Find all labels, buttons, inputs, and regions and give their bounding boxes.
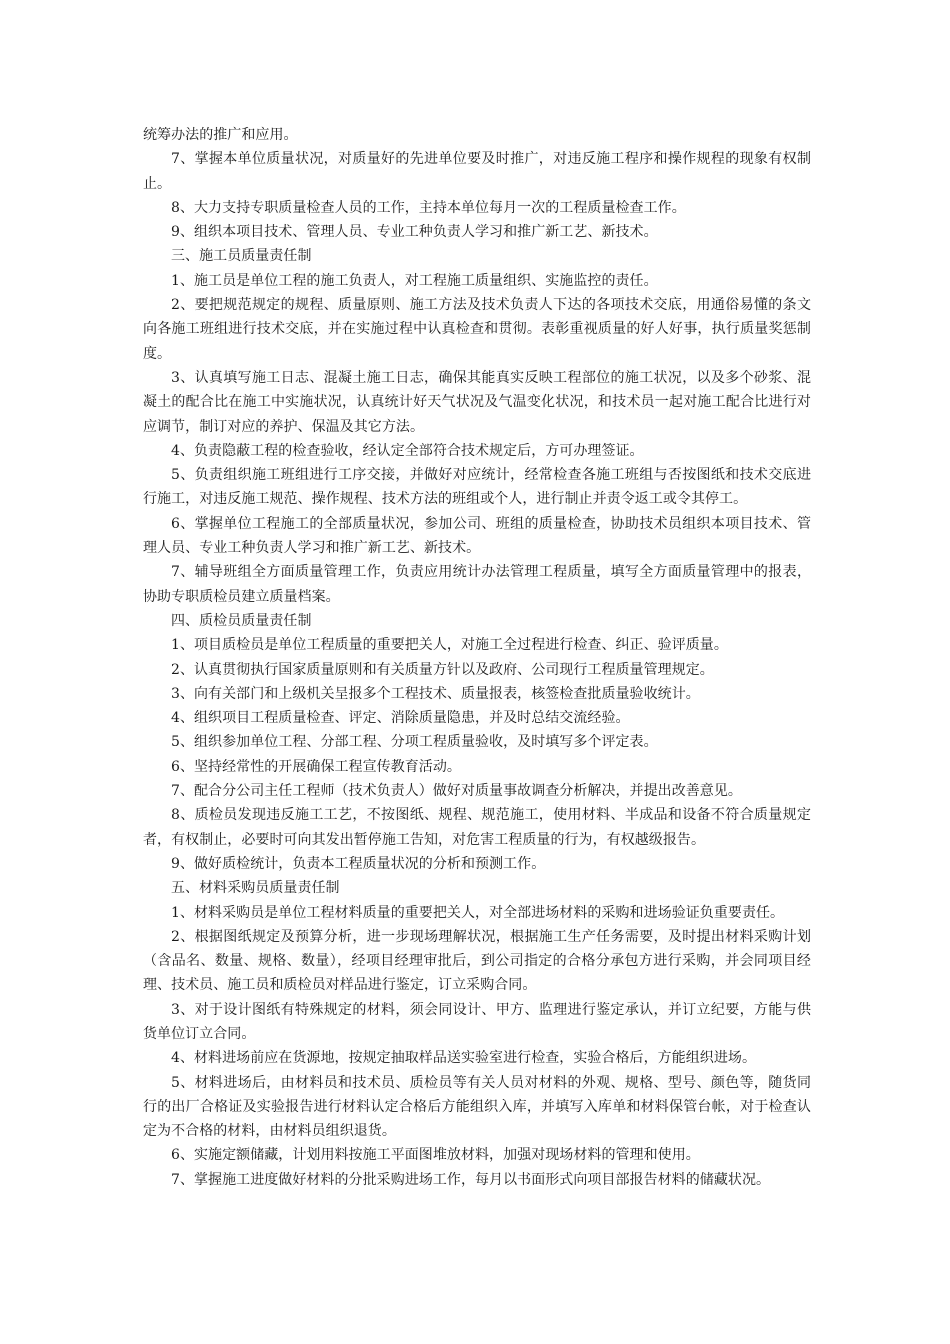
paragraph: 2、要把规范规定的规程、质量原则、施工方法及技术负责人下达的各项技术交底，用通俗易懂的条文向各施工班组进行技术交底，并在实施过程中认真检查和贯彻。表彰重视质量的好人好事，执行质量奖惩制度。 (143, 297, 811, 362)
paragraph: 1、施工员是单位工程的施工负责人，对工程施工质量组织、实施监控的责任。 (171, 272, 658, 289)
document-body (143, 123, 811, 1192)
paragraph: 3、对于设计图纸有特殊规定的材料，须会同设计、甲方、监理进行鉴定承认，并订立纪要，方能与供货单位订立合同。 (143, 1001, 811, 1042)
paragraph: 6、坚持经常性的开展确保工程宣传教育活动。 (171, 758, 461, 775)
paragraph: 4、负责隐蔽工程的检查验收，经认定全部符合技术规定后，方可办理签证。 (171, 442, 644, 459)
paragraph: 6、掌握单位工程施工的全部质量状况，参加公司、班组的质量检查，协助技术员组织本项目技术、管理人员、专业工种负责人学习和推广新工艺、新技术。 (143, 515, 811, 557)
paragraph: 7、配合分公司主任工程师（技术负责人）做好对质量事故调查分析解决，并提出改善意见。 (171, 783, 742, 800)
paragraph: 5、材料进场后，由材料员和技术员、质检员等有关人员对材料的外观、规格、型号、颜色等，随货同行的出厂合格证及实验报告进行材料认定合格后方能组织入库，并填写入库单和材料保管台帐，对于检查认定为不合格的材料，由材料员组织退货。 (143, 1074, 811, 1140)
section-heading: 五、材料采购员质量责任制 (171, 880, 340, 897)
paragraph: 8、质检员发现违反施工工艺，不按图纸、规程、规范施工，使用材料、半成品和设备不符合质量规定者，有权制止，必要时可向其发出暂停施工告知，对危害工程质量的行为，有权越级报告。 (143, 807, 811, 848)
paragraph: 3、认真填写施工日志、混凝土施工日志，确保其能真实反映工程部位的施工状况，以及多个砂浆、混凝土的配合比在施工中实施状况，认真统计好天气状况及气温变化状况，和技术员一起对施工配合比进行对应调节，制订对应的养护、保温及其它方法。 (143, 369, 811, 435)
paragraph: 4、组织项目工程质量检查、评定、消除质量隐患，并及时总结交流经验。 (171, 710, 630, 727)
paragraph: 9、组织本项目技术、管理人员、专业工种负责人学习和推广新工艺、新技术。 (171, 224, 658, 241)
paragraph: 5、负责组织施工班组进行工序交接，并做好对应统计，经常检查各施工班组与否按图纸和技术交底进行施工，对违反施工规范、操作规程、技术方法的班组或个人，进行制止并责令返工或令其停工。 (143, 467, 811, 508)
paragraph: 5、组织参加单位工程、分部工程、分项工程质量验收，及时填写多个评定表。 (171, 734, 658, 751)
section-heading: 三、施工员质量责任制 (171, 248, 312, 265)
paragraph: 1、项目质检员是单位工程质量的重要把关人，对施工全过程进行检查、纠正、验评质量。 (171, 637, 728, 654)
paragraph: 4、材料进场前应在货源地，按规定抽取样品送实验室进行检查，实验合格后，方能组织进场。 (171, 1050, 757, 1067)
paragraph: 2、认真贯彻执行国家质量原则和有关质量方针以及政府、公司现行工程质量管理规定。 (171, 661, 714, 678)
paragraph: 2、根据图纸规定及预算分析，进一步现场理解状况，根据施工生产任务需要，及时提出材料采购计划（含品名、数量、规格、数量），经项目经理审批后，到公司指定的合格分承包方进行采购，并会同项目经理、技术员、施工员和质检员对样品进行鉴定，订立采购合同。 (143, 928, 811, 994)
paragraph: 8、大力支持专职质量检查人员的工作，主持本单位每月一次的工程质量检查工作。 (171, 199, 686, 216)
paragraph: 7、掌握本单位质量状况，对质量好的先进单位要及时推广，对违反施工程序和操作规程的现象有权制止。 (143, 151, 811, 192)
paragraph: 7、掌握施工进度做好材料的分批采购进场工作，每月以书面形式向项目部报告材料的储藏状况。 (171, 1171, 771, 1188)
section-heading: 四、质检员质量责任制 (171, 612, 312, 629)
paragraph: 6、实施定额储藏，计划用料按施工平面图堆放材料，加强对现场材料的管理和使用。 (171, 1147, 700, 1164)
paragraph: 7、辅导班组全方面质量管理工作，负责应用统计办法管理工程质量，填写全方面质量管理中的报表，协助专职质检员建立质量档案。 (143, 564, 811, 605)
paragraph: 统筹办法的推广和应用。 (143, 127, 298, 143)
paragraph: 9、做好质检统计，负责本工程质量状况的分析和预测工作。 (171, 855, 546, 872)
paragraph: 3、向有关部门和上级机关呈报多个工程技术、质量报表，核签检查批质量验收统计。 (171, 685, 700, 702)
paragraph: 1、材料采购员是单位工程材料质量的重要把关人，对全部进场材料的采购和进场验证负重要责任。 (171, 904, 785, 921)
